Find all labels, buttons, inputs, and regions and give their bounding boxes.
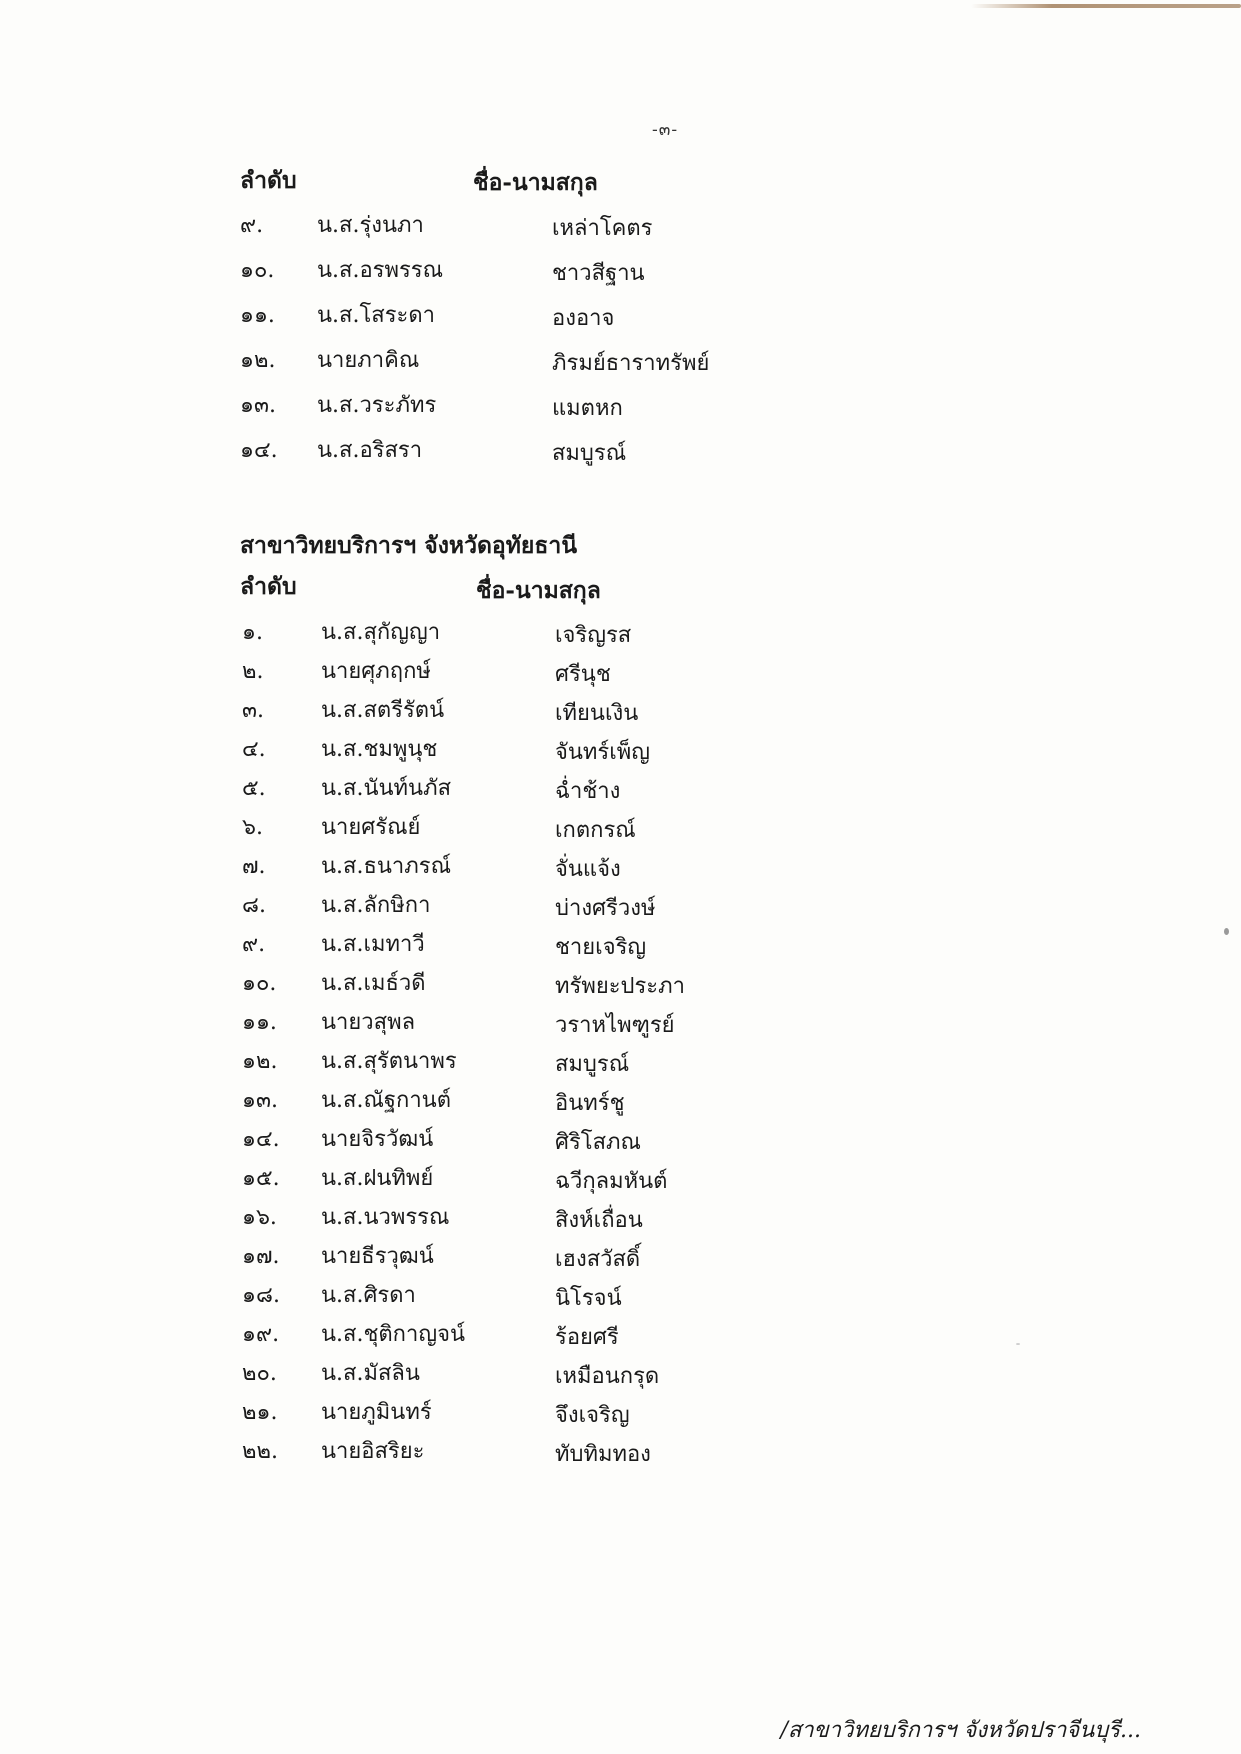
- item-number: ๔.: [242, 737, 266, 762]
- last-name: เจริญรส: [555, 623, 632, 648]
- item-number: ๑๕.: [242, 1166, 280, 1191]
- scan-speck: [1224, 928, 1229, 935]
- last-name: เหมือนกรุด: [555, 1364, 660, 1389]
- list-item: [242, 1005, 862, 1041]
- item-number: ๑๒.: [240, 348, 276, 373]
- last-name: ฉ่ำช้าง: [555, 779, 621, 804]
- item-number: ๑๑.: [240, 303, 275, 328]
- list-item: [242, 1200, 862, 1236]
- list-item: [240, 253, 860, 289]
- first-name: น.ส.ชุติกาญจน์: [321, 1322, 466, 1347]
- item-number: ๕.: [242, 776, 266, 801]
- item-number: ๑๐.: [242, 971, 277, 996]
- list-item: [242, 693, 862, 729]
- first-name: น.ส.ฝนทิพย์: [321, 1166, 434, 1191]
- item-number: ๑๘.: [242, 1283, 280, 1308]
- order-column-header: ลำดับ: [240, 167, 297, 194]
- first-name: น.ส.โสระดา: [317, 303, 435, 328]
- last-name: จันทร์เพ็ญ: [555, 740, 651, 765]
- item-number: ๑๙.: [242, 1322, 280, 1347]
- item-number: ๒.: [242, 659, 264, 684]
- list-item: [242, 966, 862, 1002]
- last-name: ชายเจริญ: [555, 935, 647, 960]
- last-name: เหล่าโคตร: [552, 216, 653, 241]
- scan-speck: [1016, 1343, 1020, 1345]
- name-column-header: ชื่อ-นามสกุล: [476, 577, 601, 604]
- item-number: ๑๗.: [242, 1244, 280, 1269]
- first-name: น.ส.เมทาวี: [321, 932, 425, 957]
- list-item: [242, 771, 862, 807]
- item-number: ๒๑.: [242, 1400, 278, 1425]
- last-name: องอาจ: [552, 306, 615, 331]
- item-number: ๑๑.: [242, 1010, 277, 1035]
- first-name: น.ส.ณัฐกานต์: [321, 1088, 452, 1113]
- last-name: ฉวีกุลมหันต์: [555, 1169, 668, 1194]
- list-item: [240, 433, 860, 469]
- first-name: น.ส.สตรีรัตน์: [321, 698, 445, 723]
- last-name: สมบูรณ์: [552, 441, 627, 466]
- first-name: น.ส.อริสรา: [317, 438, 423, 463]
- last-name: ทับทิมทอง: [555, 1442, 651, 1467]
- name-column-header: ชื่อ-นามสกุล: [473, 169, 598, 196]
- list-item: [242, 1278, 862, 1314]
- item-number: ๑.: [242, 620, 263, 645]
- item-number: ๑๓.: [240, 393, 276, 418]
- item-number: ๑๒.: [242, 1049, 278, 1074]
- last-name: แมตหก: [552, 396, 623, 421]
- last-name: สิงห์เถื่อน: [555, 1208, 643, 1233]
- page-number: -๓-: [652, 120, 679, 140]
- last-name: ภิรมย์ธาราทรัพย์: [552, 351, 710, 376]
- list-item: [242, 1239, 862, 1275]
- last-name: บ่างศรีวงษ์: [555, 896, 656, 921]
- list-item: [242, 732, 862, 768]
- item-number: ๙.: [242, 932, 266, 957]
- item-number: ๑๓.: [242, 1088, 278, 1113]
- list-item: [242, 849, 862, 885]
- list-item: [242, 1356, 862, 1392]
- group1-header: [240, 165, 740, 197]
- last-name: อินทร์ชู: [555, 1091, 625, 1116]
- last-name: นิโรจน์: [555, 1286, 622, 1311]
- last-name: ศิริโสภณ: [555, 1130, 641, 1155]
- first-name: น.ส.สุกัญญา: [321, 620, 441, 645]
- last-name: จึงเจริญ: [555, 1403, 630, 1428]
- last-name: เกตกรณ์: [555, 818, 636, 843]
- first-name: น.ส.ชมพูนุช: [321, 737, 438, 762]
- first-name: น.ส.อรพรรณ: [317, 258, 444, 283]
- list-item: [242, 654, 862, 690]
- first-name: นายจิรวัฒน์: [321, 1127, 434, 1152]
- first-name: น.ส.ศิรดา: [321, 1283, 416, 1308]
- list-item: [240, 298, 860, 334]
- item-number: ๑๔.: [242, 1127, 280, 1152]
- order-column-header: ลำดับ: [240, 573, 297, 600]
- list-item: [240, 208, 860, 244]
- item-number: ๑๐.: [240, 258, 275, 283]
- list-item: [242, 1317, 862, 1353]
- first-name: น.ส.นวพรรณ: [321, 1205, 450, 1230]
- first-name: นายภูมินทร์: [321, 1400, 432, 1425]
- last-name: เทียนเงิน: [555, 701, 639, 726]
- first-name: นายธีรวุฒน์: [321, 1244, 434, 1269]
- list-item: [242, 1122, 862, 1158]
- continuation-note: /สาขาวิทยบริการฯ จังหวัดปราจีนบุรี...: [780, 1718, 1141, 1743]
- list-item: [242, 927, 862, 963]
- item-number: ๒๒.: [242, 1439, 278, 1464]
- first-name: น.ส.ธนาภรณ์: [321, 854, 452, 879]
- first-name: น.ส.สุรัตนาพร: [321, 1049, 457, 1074]
- first-name: นายศุภฤกษ์: [321, 659, 431, 684]
- list-item: [242, 888, 862, 924]
- last-name: จั่นแจ้ง: [555, 857, 621, 882]
- item-number: ๑๔.: [240, 438, 278, 463]
- list-item: [240, 388, 860, 424]
- item-number: ๑๖.: [242, 1205, 277, 1230]
- last-name: ร้อยศรี: [555, 1325, 619, 1350]
- list-item: [242, 810, 862, 846]
- item-number: ๙.: [240, 213, 264, 238]
- item-number: ๓.: [242, 698, 265, 723]
- group2-header: [240, 571, 740, 603]
- list-item: [242, 1395, 862, 1431]
- section-title: สาขาวิทยบริการฯ จังหวัดอุทัยธานี: [240, 532, 578, 559]
- last-name: ทรัพยะประภา: [555, 974, 685, 999]
- first-name: นายศรัณย์: [321, 815, 421, 840]
- first-name: น.ส.รุ่งนภา: [317, 213, 424, 238]
- item-number: ๖.: [242, 815, 263, 840]
- list-item: [240, 343, 860, 379]
- list-item: [242, 1161, 862, 1197]
- first-name: น.ส.นันท์นภัส: [321, 776, 452, 801]
- first-name: น.ส.ลักษิกา: [321, 893, 431, 918]
- last-name: ชาวสีฐาน: [552, 261, 645, 286]
- first-name: น.ส.มัสลิน: [321, 1361, 420, 1386]
- first-name: นายวสุพล: [321, 1010, 416, 1035]
- list-item: [242, 1434, 862, 1470]
- item-number: ๘.: [242, 893, 266, 918]
- scan-edge-streak: [971, 4, 1241, 8]
- item-number: ๒๐.: [242, 1361, 277, 1386]
- list-item: [242, 615, 862, 651]
- list-item: [242, 1044, 862, 1080]
- first-name: น.ส.วระภัทร: [317, 393, 437, 418]
- first-name: น.ส.เมธ์วดี: [321, 971, 426, 996]
- first-name: นายอิสริยะ: [321, 1439, 425, 1464]
- list-item: [242, 1083, 862, 1119]
- last-name: ศรีนุช: [555, 662, 611, 687]
- last-name: วราหไพฑูรย์: [555, 1013, 675, 1038]
- item-number: ๗.: [242, 854, 266, 879]
- last-name: สมบูรณ์: [555, 1052, 630, 1077]
- last-name: เฮงสวัสดิ์: [555, 1247, 641, 1272]
- first-name: นายภาคิณ: [317, 348, 420, 373]
